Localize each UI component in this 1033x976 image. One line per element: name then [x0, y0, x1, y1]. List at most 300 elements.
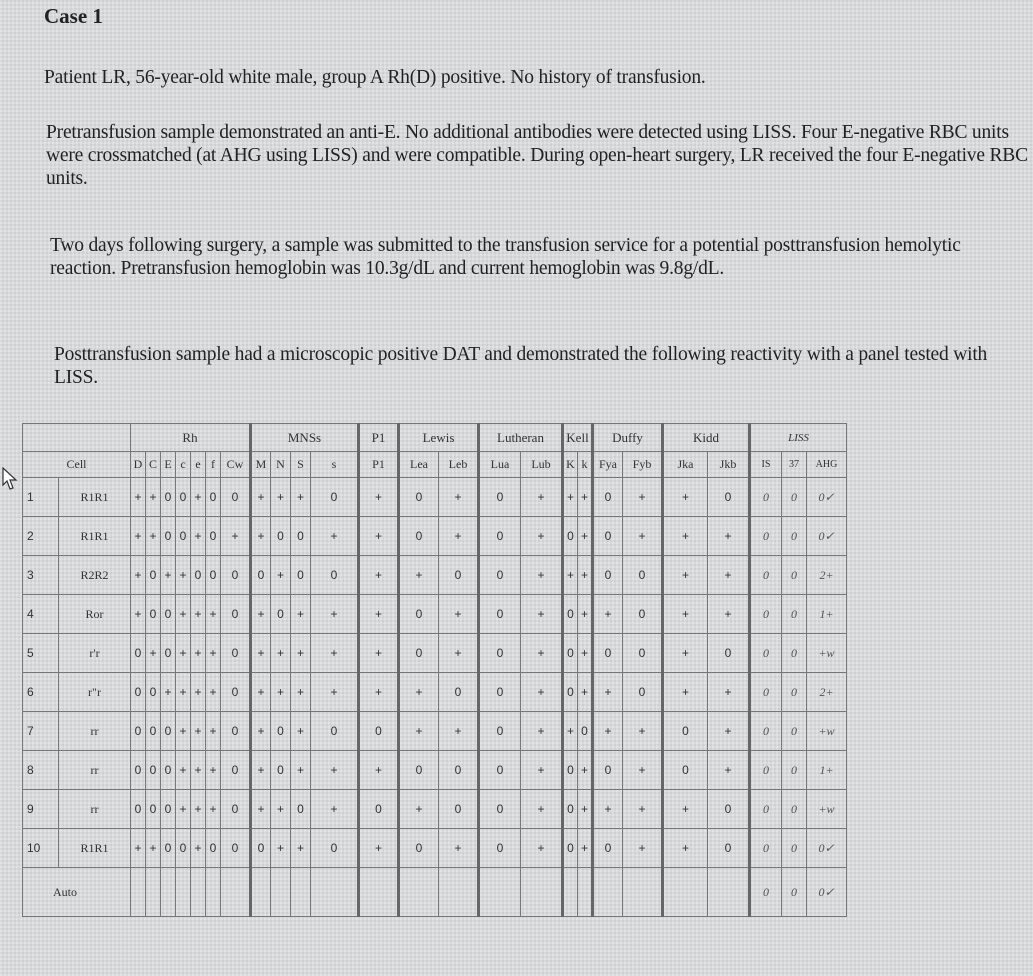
reaction-result: 1+: [807, 751, 847, 790]
antigen-value: +: [311, 595, 359, 634]
antigen-value: +: [311, 790, 359, 829]
reaction-result: 0: [782, 556, 807, 595]
system-header-p1: P1: [359, 424, 399, 452]
antigen-value: +: [399, 673, 439, 712]
antigen-value: +: [311, 634, 359, 673]
antigen-value: 0: [479, 829, 521, 868]
antigen-value: 0: [593, 634, 623, 673]
empty-cell: [311, 868, 359, 917]
antigen-value: +: [663, 673, 708, 712]
antigen-value: 0: [359, 790, 399, 829]
antigen-value: 0: [161, 751, 176, 790]
antigen-value: 0: [221, 673, 251, 712]
antigen-value: 0: [161, 829, 176, 868]
antigen-value: 0: [221, 478, 251, 517]
reaction-result: 0: [750, 556, 782, 595]
antigen-value: +: [191, 712, 206, 751]
antigen-value: +: [291, 478, 311, 517]
antigen-header: S: [291, 452, 311, 478]
antigen-value: +: [439, 478, 479, 517]
antigen-value: +: [399, 790, 439, 829]
antigen-value: 0: [131, 790, 146, 829]
antigen-value: 0: [161, 517, 176, 556]
reaction-result: 0: [750, 478, 782, 517]
antigen-header: Fya: [593, 452, 623, 478]
empty-cell: [593, 868, 623, 917]
cell-phenotype: R1R1: [59, 517, 131, 556]
antigen-value: +: [623, 712, 663, 751]
empty-cell: [479, 868, 521, 917]
antigen-value: +: [593, 595, 623, 634]
antigen-value: +: [161, 556, 176, 595]
row-number: 3: [23, 556, 59, 595]
panel-cell-row: [23, 829, 847, 868]
antigen-value: +: [439, 595, 479, 634]
antigen-value: +: [191, 478, 206, 517]
antigen-header: Leb: [439, 452, 479, 478]
panel-cell-row: [23, 556, 847, 595]
empty-cell: [191, 868, 206, 917]
empty-cell: [663, 868, 708, 917]
antigen-value: +: [708, 751, 750, 790]
empty-cell: [439, 868, 479, 917]
antigen-value: 0: [221, 634, 251, 673]
antigen-value: +: [251, 595, 271, 634]
row-number: 4: [23, 595, 59, 634]
antigen-value: 0: [479, 595, 521, 634]
antigen-value: +: [521, 634, 563, 673]
antigen-value: +: [146, 634, 161, 673]
empty-cell: [563, 868, 578, 917]
empty-cell: [251, 868, 271, 917]
empty-cell: [291, 868, 311, 917]
antigen-value: +: [359, 751, 399, 790]
antigen-value: 0: [311, 829, 359, 868]
antigram-panel-table: [22, 423, 847, 917]
antigen-value: 0: [359, 712, 399, 751]
antigen-header: Cw: [221, 452, 251, 478]
antigen-value: +: [439, 517, 479, 556]
antigen-header: c: [176, 452, 191, 478]
antigen-value: 0: [146, 673, 161, 712]
antigen-value: 0: [291, 790, 311, 829]
antigen-value: 0: [131, 712, 146, 751]
antigen-value: +: [291, 634, 311, 673]
antigen-value: +: [578, 634, 593, 673]
empty-cell: [176, 868, 191, 917]
antigen-value: 0: [146, 790, 161, 829]
antigen-value: 0: [708, 790, 750, 829]
antigen-value: +: [663, 556, 708, 595]
cell-phenotype: rr: [59, 712, 131, 751]
antigen-value: 0: [221, 595, 251, 634]
antigen-value: 0: [623, 595, 663, 634]
antigen-value: +: [663, 595, 708, 634]
antigen-value: +: [131, 829, 146, 868]
antigen-value: +: [359, 478, 399, 517]
antigen-value: +: [708, 595, 750, 634]
reaction-result: 0: [750, 673, 782, 712]
antigen-value: 0: [479, 673, 521, 712]
antigen-value: +: [578, 556, 593, 595]
reaction-result: 2+: [807, 673, 847, 712]
antigen-value: +: [708, 712, 750, 751]
antigen-header: e: [191, 452, 206, 478]
antigen-value: +: [271, 829, 291, 868]
antigen-value: +: [251, 634, 271, 673]
antigen-value: +: [206, 634, 221, 673]
antigen-value: +: [663, 478, 708, 517]
empty-cell: [146, 868, 161, 917]
antigen-value: +: [578, 478, 593, 517]
antigen-value: +: [663, 634, 708, 673]
antigen-value: 0: [206, 517, 221, 556]
system-header-liss: LISS: [750, 424, 847, 452]
antigen-value: 0: [563, 673, 578, 712]
antigen-value: 0: [563, 829, 578, 868]
test-phase-header: AHG: [807, 452, 847, 478]
antigen-value: +: [206, 751, 221, 790]
antigen-value: 0: [176, 478, 191, 517]
antigen-value: 0: [146, 751, 161, 790]
antigen-value: 0: [221, 790, 251, 829]
antigen-value: 0: [131, 673, 146, 712]
antigen-value: 0: [271, 517, 291, 556]
reaction-result: 0: [782, 751, 807, 790]
antigen-value: +: [131, 517, 146, 556]
system-header-kidd: Kidd: [663, 424, 750, 452]
antigen-value: 0: [623, 673, 663, 712]
antigen-value: +: [663, 517, 708, 556]
reaction-result: 0: [750, 790, 782, 829]
antigen-header: Jkb: [708, 452, 750, 478]
panel-cell-row: [23, 517, 847, 556]
reaction-result: 0: [782, 517, 807, 556]
antigen-value: 0: [578, 712, 593, 751]
antigen-value: 0: [708, 634, 750, 673]
antigen-value: 0: [176, 517, 191, 556]
antigen-value: +: [251, 673, 271, 712]
antigen-value: +: [251, 751, 271, 790]
antigen-value: +: [623, 751, 663, 790]
antigen-value: +: [191, 673, 206, 712]
reaction-result: 0: [782, 595, 807, 634]
antigen-value: +: [176, 673, 191, 712]
antigen-value: +: [271, 790, 291, 829]
antigen-value: 0: [221, 712, 251, 751]
antigen-value: +: [291, 751, 311, 790]
reaction-result: 0: [782, 712, 807, 751]
antigen-value: +: [359, 595, 399, 634]
antigen-value: 0: [439, 790, 479, 829]
reaction-result: 0: [750, 751, 782, 790]
antigen-value: 0: [399, 829, 439, 868]
antigen-value: 0: [271, 595, 291, 634]
autocontrol-result: 0✓: [807, 868, 847, 917]
antigen-value: +: [176, 712, 191, 751]
row-number: 5: [23, 634, 59, 673]
antigen-value: +: [439, 712, 479, 751]
antigen-header: f: [206, 452, 221, 478]
antigen-value: 0: [399, 478, 439, 517]
antigen-value: 0: [593, 517, 623, 556]
antigen-value: +: [176, 595, 191, 634]
row-number: 9: [23, 790, 59, 829]
antigen-header: Lub: [521, 452, 563, 478]
antigen-value: +: [311, 517, 359, 556]
antigen-value: 0: [593, 556, 623, 595]
antigen-value: 0: [479, 790, 521, 829]
antigen-value: +: [708, 673, 750, 712]
panel-cell-row: [23, 595, 847, 634]
row-number: 2: [23, 517, 59, 556]
antigen-value: +: [593, 712, 623, 751]
header-blank: [23, 424, 131, 452]
antigen-value: 0: [206, 556, 221, 595]
antigen-value: +: [291, 829, 311, 868]
antigen-value: 0: [206, 829, 221, 868]
antigen-value: +: [439, 829, 479, 868]
system-header-lewis: Lewis: [399, 424, 479, 452]
antigen-value: +: [191, 595, 206, 634]
system-header-rh: Rh: [131, 424, 251, 452]
antigen-value: 0: [146, 712, 161, 751]
cell-column-header: Cell: [23, 452, 131, 478]
antigen-value: +: [578, 790, 593, 829]
empty-cell: [161, 868, 176, 917]
reaction-result: +w: [807, 790, 847, 829]
antigen-header: E: [161, 452, 176, 478]
antigen-value: 0: [563, 634, 578, 673]
antigen-value: +: [146, 478, 161, 517]
antigen-value: 0: [291, 517, 311, 556]
antigen-value: +: [206, 790, 221, 829]
antigen-value: 0: [439, 673, 479, 712]
cell-phenotype: Ror: [59, 595, 131, 634]
reaction-result: 0: [750, 634, 782, 673]
antigen-value: 0: [161, 634, 176, 673]
antigen-value: +: [131, 478, 146, 517]
test-phase-header: IS: [750, 452, 782, 478]
antigen-value: +: [521, 751, 563, 790]
antigen-header: K: [563, 452, 578, 478]
antigen-value: +: [131, 595, 146, 634]
antigen-value: 0: [593, 478, 623, 517]
antigen-value: +: [521, 595, 563, 634]
case-title: Case 1: [44, 4, 103, 28]
antigen-value: +: [521, 673, 563, 712]
antigen-value: 0: [663, 712, 708, 751]
post-surgery-paragraph: Two days following surgery, a sample was submitted to the transfusion service for a potential posttransfusion hemolytic reaction. Pretransfusion hemoglobin was 10.3g/dL and current hemoglobin was 9.8g/dL.: [50, 235, 961, 279]
reaction-result: 0: [750, 712, 782, 751]
antigen-value: +: [251, 790, 271, 829]
antigen-header: s: [311, 452, 359, 478]
reaction-result: 0: [782, 673, 807, 712]
antigen-value: +: [521, 712, 563, 751]
antigen-header: Lea: [399, 452, 439, 478]
antigen-value: 0: [251, 556, 271, 595]
row-number: 7: [23, 712, 59, 751]
antigen-value: +: [271, 556, 291, 595]
antigen-value: +: [521, 556, 563, 595]
antigen-value: +: [176, 751, 191, 790]
antigen-value: +: [359, 673, 399, 712]
antigen-value: +: [131, 556, 146, 595]
empty-cell: [578, 868, 593, 917]
antigen-value: 0: [221, 751, 251, 790]
antigen-value: +: [663, 790, 708, 829]
antigen-value: +: [176, 790, 191, 829]
antigen-header: C: [146, 452, 161, 478]
antigen-value: +: [206, 673, 221, 712]
antigen-value: +: [359, 517, 399, 556]
antigen-value: +: [191, 829, 206, 868]
reaction-result: +w: [807, 712, 847, 751]
empty-cell: [708, 868, 750, 917]
antigen-value: 0: [563, 517, 578, 556]
antigen-header: M: [251, 452, 271, 478]
antigen-value: 0: [251, 829, 271, 868]
antigen-value: +: [251, 517, 271, 556]
antigen-value: 0: [479, 751, 521, 790]
antigen-value: 0: [161, 478, 176, 517]
antigen-value: 0: [479, 556, 521, 595]
mouse-pointer-icon: [2, 467, 20, 491]
antigen-header: k: [578, 452, 593, 478]
antigen-value: +: [578, 517, 593, 556]
reaction-result: 0: [750, 829, 782, 868]
antigen-value: +: [578, 829, 593, 868]
empty-cell: [271, 868, 291, 917]
antigen-value: +: [359, 634, 399, 673]
antigen-value: 0: [563, 790, 578, 829]
row-number: 1: [23, 478, 59, 517]
antigen-value: 0: [623, 634, 663, 673]
system-header-lutheran: Lutheran: [479, 424, 563, 452]
empty-cell: [521, 868, 563, 917]
autocontrol-row: [23, 868, 847, 917]
antigen-value: +: [271, 673, 291, 712]
antigen-value: +: [176, 556, 191, 595]
antigen-value: +: [623, 517, 663, 556]
antigen-value: 0: [146, 556, 161, 595]
panel-cell-row: [23, 790, 847, 829]
dat-panel-paragraph: Posttransfusion sample had a microscopic positive DAT and demonstrated the following reactivity with a panel tested with LISS.: [54, 344, 988, 388]
empty-cell: [206, 868, 221, 917]
autocontrol-label: Auto: [23, 868, 131, 917]
antigen-value: 0: [563, 751, 578, 790]
antigen-value: 0: [399, 634, 439, 673]
antigen-header: N: [271, 452, 291, 478]
antigen-value: 0: [311, 556, 359, 595]
antigen-value: 0: [206, 478, 221, 517]
antigen-value: 0: [663, 751, 708, 790]
antigen-value: +: [206, 595, 221, 634]
antigen-value: 0: [439, 751, 479, 790]
antigen-header: Jka: [663, 452, 708, 478]
cell-phenotype: r'r: [59, 634, 131, 673]
antigen-value: 0: [479, 712, 521, 751]
antigen-value: 0: [161, 790, 176, 829]
antigen-value: +: [521, 517, 563, 556]
antigen-value: +: [191, 517, 206, 556]
reaction-result: 0: [750, 517, 782, 556]
antigen-value: 0: [708, 478, 750, 517]
reaction-result: 0✓: [807, 829, 847, 868]
antigen-value: +: [521, 790, 563, 829]
antigen-value: +: [623, 829, 663, 868]
antigen-value: 0: [563, 595, 578, 634]
antigen-value: +: [359, 556, 399, 595]
patient-info-paragraph: Patient LR, 56-year-old white male, group A Rh(D) positive. No history of transfusion.: [44, 67, 706, 88]
antigen-value: +: [291, 712, 311, 751]
reaction-result: 1+: [807, 595, 847, 634]
antigen-value: +: [311, 751, 359, 790]
cell-phenotype: R1R1: [59, 478, 131, 517]
row-number: 6: [23, 673, 59, 712]
pretransfusion-paragraph: Pretransfusion sample demonstrated an anti-E. No additional antibodies were detected using LISS. Four E-negative RBC units were crossmatched (at AHG using LISS) and were compatible. During open-heart surgery, LR received the four E-negative RBC units.: [46, 122, 1028, 189]
antigen-value: 0: [311, 478, 359, 517]
antigen-value: +: [563, 712, 578, 751]
reaction-result: +w: [807, 634, 847, 673]
panel-cell-row: [23, 673, 847, 712]
antigen-value: +: [176, 634, 191, 673]
antigen-value: +: [359, 829, 399, 868]
antigen-value: +: [593, 790, 623, 829]
antigen-value: 0: [131, 751, 146, 790]
antigen-header: Fyb: [623, 452, 663, 478]
panel-cell-row: [23, 634, 847, 673]
antigen-value: +: [578, 673, 593, 712]
antigen-value: +: [191, 751, 206, 790]
reaction-result: 0: [750, 595, 782, 634]
cell-phenotype: rr: [59, 790, 131, 829]
antigen-value: +: [563, 478, 578, 517]
antigen-value: 0: [271, 712, 291, 751]
antigen-value: +: [291, 595, 311, 634]
cell-phenotype: R1R1: [59, 829, 131, 868]
antigen-header: Lua: [479, 452, 521, 478]
autocontrol-result: 0: [750, 868, 782, 917]
test-phase-header: 37: [782, 452, 807, 478]
antigen-value: 0: [131, 634, 146, 673]
antigen-value: 0: [593, 829, 623, 868]
antigen-header-row: [23, 452, 847, 478]
antigen-value: +: [623, 790, 663, 829]
antigen-value: +: [191, 634, 206, 673]
antigen-value: 0: [221, 556, 251, 595]
system-header-kell: Kell: [563, 424, 593, 452]
reaction-result: 0✓: [807, 517, 847, 556]
antigen-value: 0: [191, 556, 206, 595]
empty-cell: [221, 868, 251, 917]
antigen-value: +: [578, 595, 593, 634]
reaction-result: 2+: [807, 556, 847, 595]
antigen-value: +: [206, 712, 221, 751]
antigen-value: +: [708, 556, 750, 595]
cell-phenotype: R2R2: [59, 556, 131, 595]
antigen-value: 0: [221, 829, 251, 868]
antigen-value: +: [593, 673, 623, 712]
antigen-value: 0: [623, 556, 663, 595]
antigen-value: +: [521, 478, 563, 517]
system-header-duffy: Duffy: [593, 424, 663, 452]
antigen-value: +: [191, 790, 206, 829]
system-header-mnss: MNSs: [251, 424, 359, 452]
antigen-value: +: [663, 829, 708, 868]
antigen-value: +: [271, 634, 291, 673]
antigen-value: +: [521, 829, 563, 868]
